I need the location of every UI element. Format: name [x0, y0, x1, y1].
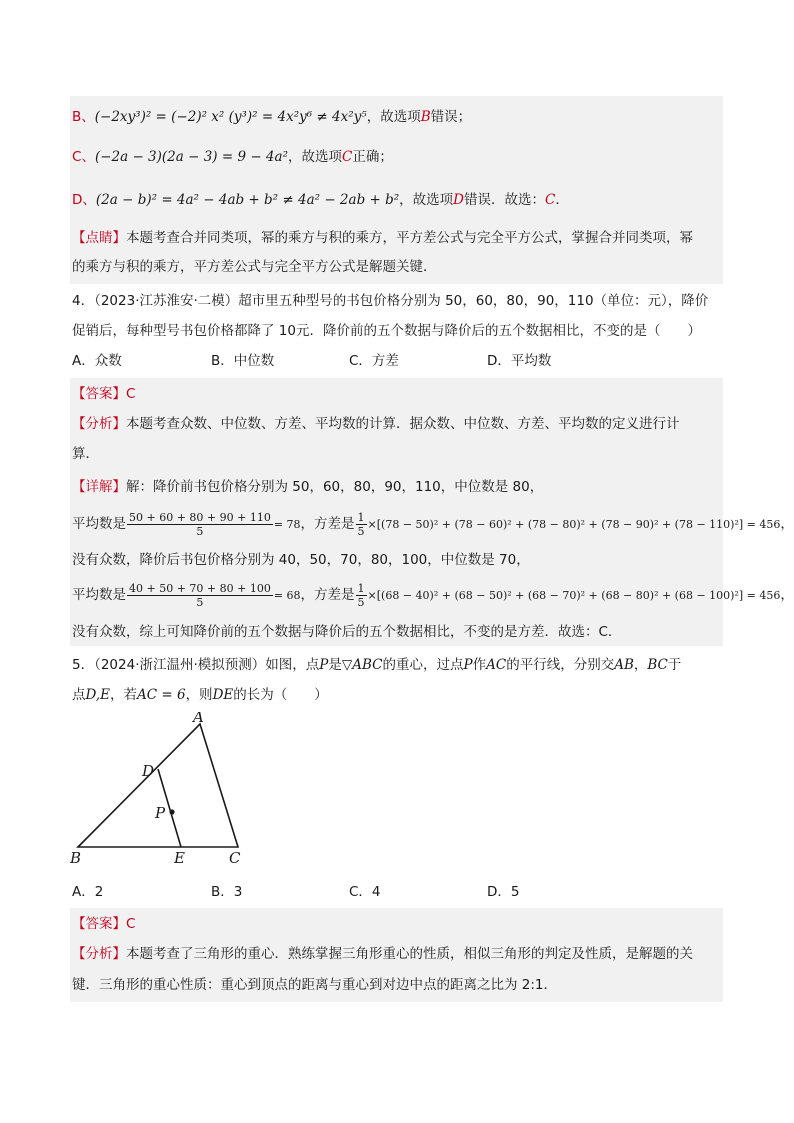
q4-answer-line: [72, 383, 135, 405]
q5-option-d: D．5: [487, 884, 520, 900]
mean-before-fraction: $\frac{50 + 60 + 80 + 90 + 110}{5}$: [129, 510, 271, 538]
option-d-line: D、(2a − b)² = 4a² − 4ab + b² ≠ 4a² − 2ab + b²，故选项D错误．故选：C．: [72, 192, 569, 208]
option-d-formula: (2a − b)² = 4a² − 4ab + b² ≠ 4a² − 2ab + b²: [95, 192, 400, 208]
q4-option-b: B．中位数: [211, 353, 275, 369]
q4-stem-line-2: 促销后，每种型号书包价格都降了 10元．降价前的五个数据与降价后的五个数据相比，不变的是（ ）: [72, 323, 701, 339]
vertex-label-a: A: [193, 712, 204, 726]
answer-tag: 【答案】: [72, 916, 126, 932]
point-label-e: E: [174, 849, 185, 867]
q4-detail-line-4: 平均数是 $\frac{40 + 50 + 70 + 80 + 100}{5}$ = 68，方差是 $\frac{1}{5}$ ×[(68 − 40)² + (68 − 50)² + (68 − 70)² + (68 − 80)² + (68 − 100)²] = 456，: [72, 581, 794, 609]
q4-stem-line-1: 4．（2023·江苏淮安·二模）超市里五种型号的书包价格分别为 50，60，80，90，110（单位：元），降价: [72, 293, 709, 309]
option-c-line: C、(−2a − 3)(2a − 3) = 9 − 4a²，故选项C正确；: [72, 149, 393, 165]
centroid-point-p: [169, 809, 174, 814]
q5-analysis-line-2: 键．三角形的重心性质：重心到顶点的距离与重心到对边中点的距离之比为 2:1．: [72, 977, 558, 993]
q5-option-b: B．3: [211, 884, 243, 900]
comment-tag: 【点睛】: [72, 230, 126, 246]
q5-option-a: A．2: [72, 884, 104, 900]
q4-option-a: A．众数: [72, 353, 122, 369]
variance-before-formula: ×[(78 − 50)² + (78 − 60)² + (78 − 80)² + (78 − 90)² + (78 − 110)²] = 456: [367, 518, 781, 531]
triangle-abc: [78, 724, 238, 847]
q4-analysis-line-1: 【分析】本题考查众数、中位数、方差、平均数的计算．据众数、中位数、方差、平均数的定义进行计: [72, 416, 680, 432]
detail-tag: 【详解】: [72, 479, 126, 495]
q5-answer: C: [126, 916, 136, 932]
variance-before-fraction: $\frac{1}{5}$: [357, 510, 365, 538]
q4-answer: C: [126, 386, 136, 402]
option-b-line: B、(−2xy³)² = (−2)² x² (y³)² = 4x²y⁶ ≠ 4x²y⁵，故选项B错误；: [72, 109, 472, 125]
comment-line-2: 的乘方与积的乘方，平方差公式与完全平方公式是解题关键．: [72, 259, 437, 275]
variance-after-fraction: $\frac{1}{5}$: [357, 581, 365, 609]
q4-detail-line-2: 平均数是 $\frac{50 + 60 + 80 + 90 + 110}{5}$ = 78，方差是 $\frac{1}{5}$ ×[(78 − 50)² + (78 − 60)² + (78 − 80)² + (78 − 90)² + (78 − 110)²] = 456，: [72, 510, 794, 538]
q5-option-c: C．4: [349, 884, 381, 900]
q4-option-c: C．方差: [349, 353, 399, 369]
variance-after-formula: ×[(68 − 40)² + (68 − 50)² + (68 − 70)² + (68 − 80)² + (68 − 100)²] = 456: [367, 589, 781, 602]
q5-answer-line: [72, 913, 135, 935]
option-c-formula: (−2a − 3)(2a − 3) = 9 − 4a²: [94, 149, 288, 165]
vertex-label-b: B: [70, 849, 82, 867]
comment-line-1: 【点睛】本题考查合并同类项，幂的乘方与积的乘方，平方差公式与完全平方公式，掌握合并同类项，幂: [72, 230, 693, 246]
vertex-label-c: C: [229, 849, 241, 867]
analysis-tag: 【分析】: [72, 416, 126, 432]
q5-stem-line-2: 点D,E，若AC = 6，则DE的长为（ ）: [72, 687, 328, 703]
analysis-tag: 【分析】: [72, 946, 126, 962]
mean-after-fraction: $\frac{40 + 50 + 70 + 80 + 100}{5}$: [129, 581, 271, 609]
point-label-d: D: [142, 762, 155, 780]
q5-analysis-line-1: 【分析】本题考查了三角形的重心．熟练掌握三角形重心的性质，相似三角形的判定及性质，是解题的关: [72, 946, 693, 962]
option-b-formula: (−2xy³)² = (−2)² x² (y³)² = 4x²y⁶ ≠ 4x²y⁵: [94, 109, 367, 125]
q4-detail-line-1: 【详解】解：降价前书包价格分别为 50，60，80，90，110，中位数是 80，: [72, 479, 544, 495]
q4-detail-line-3: 没有众数，降价后书包价格分别为 40，50，70，80，100，中位数是 70，: [72, 552, 530, 568]
q5-stem-line-1: 5．（2024·浙江温州·模拟预测）如图，点P是▽ABC的重心，过点P作AC的平行线，分别交AB，BC于: [72, 657, 682, 673]
triangle-figure: [62, 712, 262, 872]
q4-option-d: D．平均数: [487, 353, 552, 369]
point-label-p: P: [155, 804, 166, 822]
q4-detail-line-5: 没有众数，综上可知降价前的五个数据与降价后的五个数据相比，不变的是方差．故选：C．: [72, 624, 622, 640]
q4-analysis-line-2: 算．: [72, 446, 99, 462]
answer-tag: 【答案】: [72, 386, 126, 402]
